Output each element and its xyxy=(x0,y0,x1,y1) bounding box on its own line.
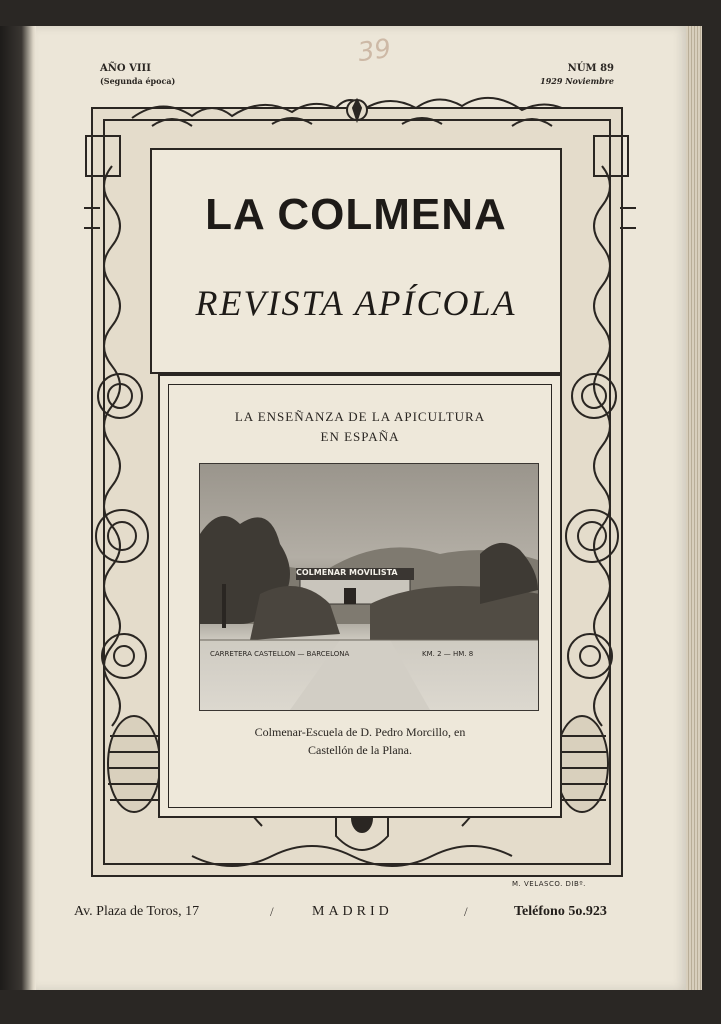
apiary-sign-text: COLMENAR MOVILISTA xyxy=(296,568,398,577)
issue-epoch: (Segunda época) xyxy=(100,76,176,86)
photo-caption xyxy=(169,723,551,759)
article-title-line-2: EN ESPAÑA xyxy=(320,429,400,444)
issue-number: NÚM 89 xyxy=(567,63,614,74)
book-spine xyxy=(0,26,36,990)
footer-phone: Teléfono 5o.923 xyxy=(514,904,607,919)
magazine-title: LA COLMENA xyxy=(205,190,507,239)
footer-city: MADRID xyxy=(312,904,393,919)
page-stack-edge xyxy=(686,26,702,990)
footer-separator-1: / xyxy=(270,904,274,919)
magazine-subtitle: REVISTA APÍCOLA xyxy=(195,283,517,323)
article-inner-border xyxy=(168,384,552,808)
km-marker-text: KM. 2 — HM. 8 xyxy=(422,650,474,658)
photo-caption-line-1: Colmenar-Escuela de D. Pedro Morcillo, en xyxy=(254,725,466,739)
masthead-box xyxy=(150,148,562,374)
apiary-photo xyxy=(199,463,539,711)
issue-year: AÑO VIII xyxy=(100,63,151,74)
issue-number-block xyxy=(538,62,614,88)
issue-date: 1929 Noviembre xyxy=(540,76,614,86)
apiary-photo-drawing xyxy=(200,464,538,710)
footer-address: Av. Plaza de Toros, 17 xyxy=(74,904,200,919)
article-title-line-1: LA ENSEÑANZA DE LA APICULTURA xyxy=(234,409,486,424)
pencil-page-mark: 39 xyxy=(356,33,394,69)
road-marker-text: CARRETERA CASTELLON — BARCELONA xyxy=(210,650,350,658)
issue-year-block xyxy=(100,62,175,88)
footer-separator-2: / xyxy=(464,904,468,919)
photo-caption-line-2: Castellón de la Plana. xyxy=(308,743,412,757)
article-title xyxy=(169,407,551,447)
article-box xyxy=(158,374,562,818)
artist-signature: M. VELASCO. DIBº. xyxy=(512,880,586,888)
